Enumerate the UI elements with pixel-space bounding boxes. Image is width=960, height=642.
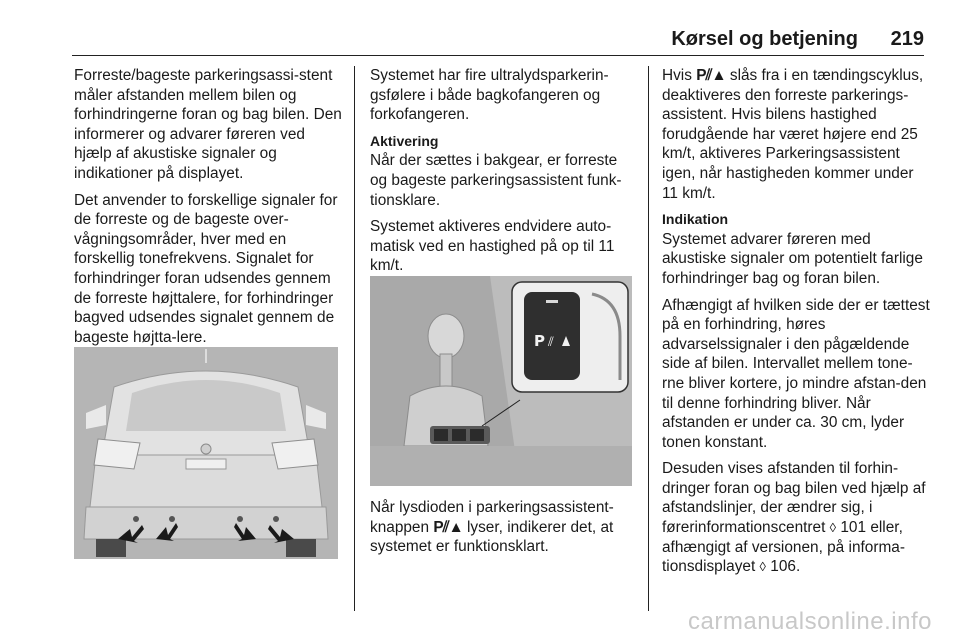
column-rule-2 (648, 66, 649, 611)
park-assist-button-illustration (370, 276, 632, 486)
paragraph: Forreste/bageste parkeringsassi-stent måler afstanden mellem bilen og forhindringerne foran og bag bilen. Den informerer og advarer føreren ved hjælp af akustiske signaler og indikationer på displayet. (74, 67, 342, 182)
column-2-lower (370, 498, 636, 564)
column-rule-1 (354, 66, 355, 611)
svg-text:⫽: ⫽ (548, 335, 554, 350)
paragraph: Det anvender to forskellige signaler for de forreste og de bageste over-vågningsområder, hver med en forskellig tonefrekvens. Signalet for forhindringer foran udsendes gennem de forreste højttalere, for forhindringer bagved udsendes signalet gennem de bageste højtta-lere. (74, 191, 338, 346)
section-heading-indikation: Indikation (662, 211, 729, 228)
paragraph: Når der sættes i bakgear, er forreste og bageste parkeringsassistent funk-tionsklare. (370, 152, 622, 209)
paragraph-distance-display (662, 459, 930, 577)
paragraph: Systemet aktiveres endvidere auto-matisk ved en hastighed på op til 11 km/t. (370, 218, 615, 275)
park-assist-symbol-icon: P⫽▲ (696, 67, 726, 84)
text-fragment: slås fra i en tændingscyklus, deaktiveres den forreste parkerings-assistent. Hvis bilens hastighed forudgående har været højere end 25 km/t, aktiveres Parkeringsassistent igen, når hastigheden kommer under 11 km/t. (662, 67, 924, 202)
text-fragment: 106. (770, 558, 801, 576)
column-2 (370, 66, 636, 283)
car-rear-drawing (74, 347, 338, 559)
text-fragment: lyser, indikerer det, at systemet er funktionsklart. (370, 518, 614, 556)
text-fragment: Når lysdioden i parkeringsassistent-knappen (370, 499, 614, 536)
column-3 (662, 66, 930, 584)
paragraph-deactivation (662, 66, 930, 203)
paragraph: Systemet advarer føreren med akustiske signaler om potentielt farlige forhindringer bag og foran bilen. (662, 230, 923, 287)
section-heading-aktivering: Aktivering (370, 132, 439, 149)
paragraph: Afhængigt af hvilken side der er tættest på en forhindring, høres advarselssignaler i den pågældende side af bilen. Intervallet mellem tone-rne bliver kortere, jo mindre afstan-den til denne forhindring bliver. Når afstanden er under ca. 30 cm, lyder tonen konstant. (662, 296, 930, 451)
page-reference-icon: ◊ (829, 520, 837, 536)
park-assist-symbol-icon: P⫽▲ (433, 518, 463, 536)
paragraph-led-indicator (370, 498, 636, 557)
header-rule (72, 55, 924, 56)
console-drawing (370, 276, 632, 486)
text-fragment: 101 eller, afhængigt af versionen, på informa-tionsdisplayet (662, 519, 905, 576)
watermark: carmanualsonline.info (688, 608, 932, 635)
text-fragment: Desuden vises afstanden til forhin-dringer foran og bag bilen ved hjælp af afstandslinjer, der ændrer sig, i førerinformationscentret (662, 460, 926, 537)
page-number: 219 (890, 28, 924, 50)
paragraph: Systemet har fire ultralydsparkerin-gsfølere i både bagkofangeren og forkofangeren. (370, 67, 609, 124)
text-fragment: Hvis (662, 67, 692, 84)
column-1 (74, 66, 346, 354)
svg-text:P: P (534, 332, 545, 350)
page-header-title: Kørsel og betjening (671, 28, 858, 50)
rear-car-sensor-illustration (74, 347, 338, 559)
page-reference-icon: ◊ (759, 559, 766, 575)
